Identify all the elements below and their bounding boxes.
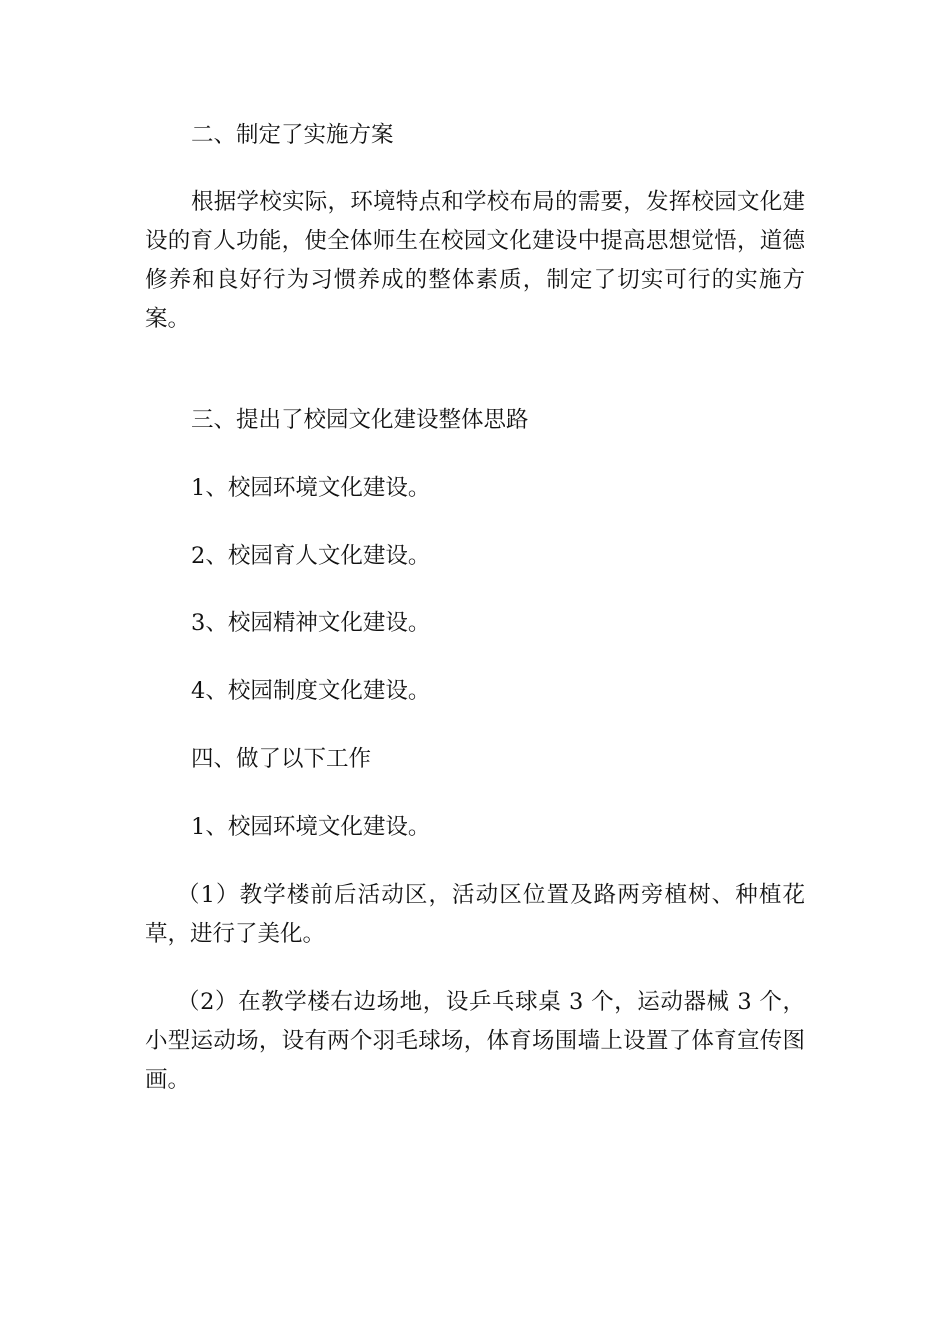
section-heading-2: 二、制定了实施方案 xyxy=(191,122,394,148)
paragraph-implementation-plan: 根据学校实际，环境特点和学校布局的需要，发挥校园文化建设的育人功能，使全体师生在校园文化建设中提高思想觉悟，道德修养和良好行为习惯养成的整体素质，制定了切实可行的实施方案。 xyxy=(145,189,805,332)
list-item-3: 3、校园精神文化建设。 xyxy=(191,610,431,636)
section-heading-4: 四、做了以下工作 xyxy=(191,746,372,772)
section-heading-3: 三、提出了校园文化建设整体思路 xyxy=(191,407,529,433)
paragraph-item-1: （1）教学楼前后活动区，活动区位置及路两旁植树、种植花草，进行了美化。 xyxy=(145,882,805,947)
subsection-heading-1: 1、校园环境文化建设。 xyxy=(191,814,431,840)
paragraph-item-2: （2）在教学楼右边场地，设乒乓球桌 3 个，运动器械 3 个，小型运动场，设有两个羽毛球场，体育场围墙上设置了体育宣传图画。 xyxy=(145,989,805,1093)
list-item-2: 2、校园育人文化建设。 xyxy=(191,543,431,569)
list-item-4: 4、校园制度文化建设。 xyxy=(191,678,431,704)
list-item-1: 1、校园环境文化建设。 xyxy=(191,475,431,501)
